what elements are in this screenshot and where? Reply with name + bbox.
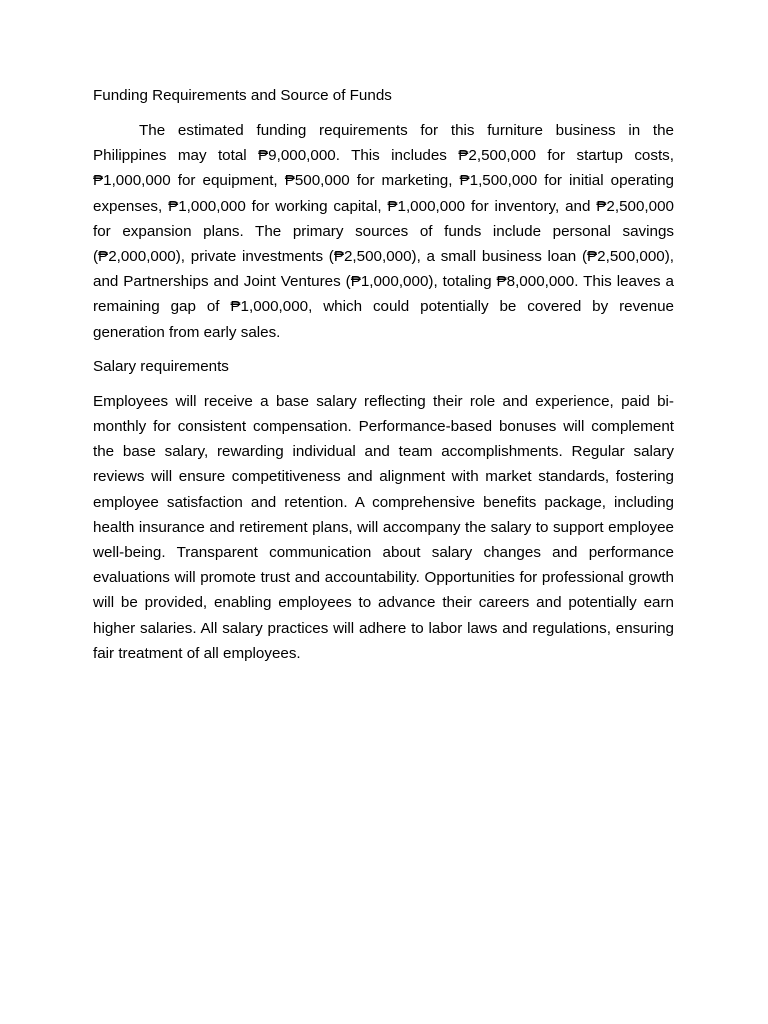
document-page — [93, 86, 674, 678]
funding-section-heading: Funding Requirements and Source of Funds — [93, 87, 392, 104]
salary-section-heading: Salary requirements — [93, 357, 229, 375]
funding-section-paragraph: The estimated funding requirements for this furniture business in the Philippines may total ₱9,000,000. This includes ₱2,500,000 for startup costs, ₱1,000,000 for equipment, ₱500,000 for marketing, ₱1,500,000 for initial operating expenses, ₱1,000,000 for working capital, ₱1,000,000 for inventory, and ₱2,500,000 for expansion plans. The primary sources of funds include personal savings (₱2,000,000), private investments (₱2,500,000), a small business loan (₱2,500,000), and Partnerships and Joint Ventures (₱1,000,000), totaling ₱8,000,000. This leaves a remaining gap of ₱1,000,000, which could potentially be covered by revenue generation from early sales. — [93, 122, 674, 341]
salary-section-paragraph: Employees will receive a base salary reflecting their role and experience, paid bi-monthly for consistent compensation. Performance-based bonuses will complement the base salary, rewarding individual and team accomplishments. Regular salary reviews will ensure competitiveness and alignment with market standards, fostering employee satisfaction and retention. A comprehensive benefits package, including health insurance and retirement plans, will accompany the salary to support employee well-being. Transparent communication about salary changes and performance evaluations will promote trust and accountability. Opportunities for professional growth will be provided, enabling employees to advance their careers and potentially earn higher salaries. All salary practices will adhere to labor laws and regulations, ensuring fair treatment of all employees. — [93, 392, 674, 662]
